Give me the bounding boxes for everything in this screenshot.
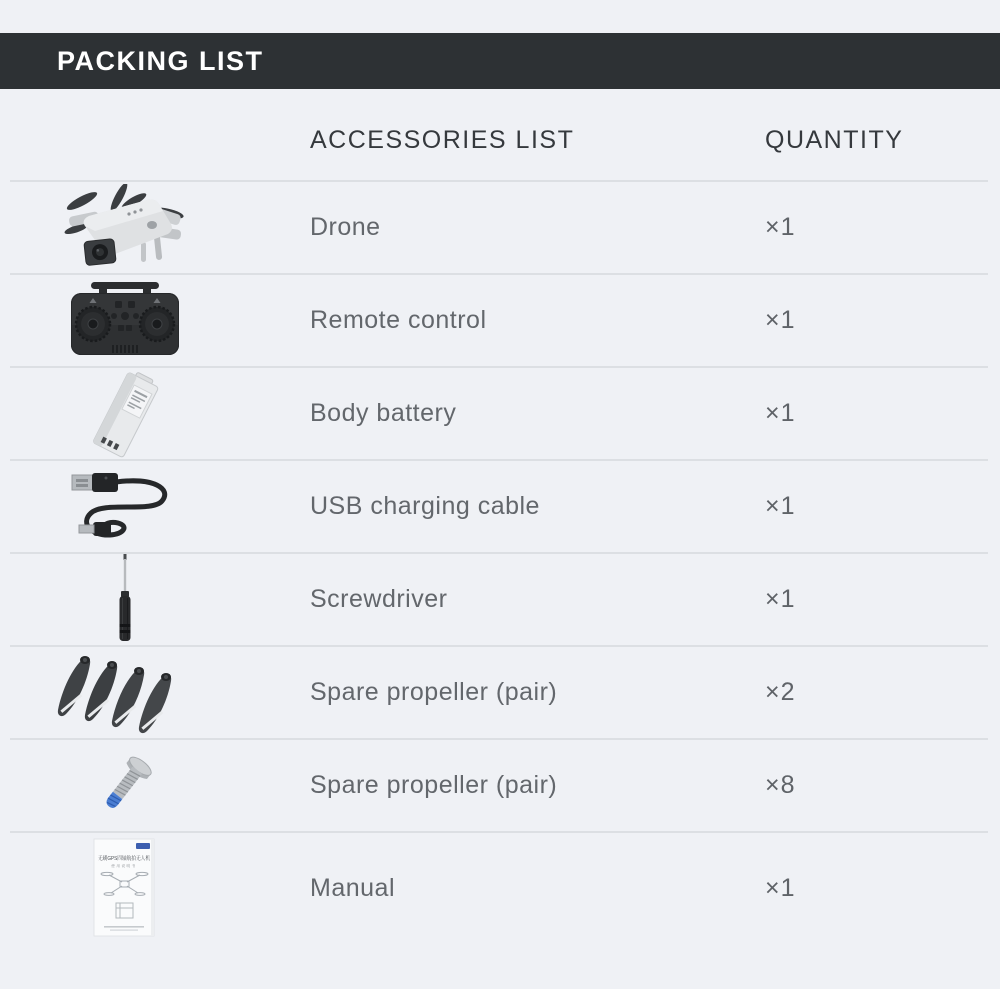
banner [0,33,1000,89]
page-title: PACKING LIST [57,45,264,76]
screwdriver-image-cell [10,554,240,646]
screwdriver-image [111,554,139,646]
quantity-column-header: QUANTITY [765,126,904,154]
manual-title-text: 无刷GPS四轴航拍无人机 [98,856,158,862]
item-quantity: ×1 [765,585,796,613]
item-label: Spare propeller (pair) [310,771,558,799]
item-label: Remote control [310,306,487,334]
propellers-image-cell [10,650,240,736]
item-label: USB charging cable [310,492,540,520]
manual-image [92,837,158,939]
table-header-row [10,126,988,160]
manual-image-cell [10,837,240,939]
item-quantity: ×1 [765,492,796,520]
battery-image [79,370,171,458]
packing-table [10,180,988,943]
item-label: Spare propeller (pair) [310,678,558,706]
item-quantity: ×1 [765,213,796,241]
screw-image-cell [10,749,240,823]
accessories-column-header: ACCESSORIES LIST [310,126,575,154]
manual-subtitle-text: 使用说明书 [111,864,137,868]
item-quantity: ×1 [765,399,796,427]
screw-image [94,749,156,823]
item-label: Screwdriver [310,585,448,613]
table-row [10,182,988,275]
item-quantity: ×1 [765,873,796,902]
item-label: Body battery [310,399,457,427]
table-row [10,647,988,740]
item-label: Manual [310,873,395,902]
battery-image-cell [10,370,240,458]
item-quantity: ×2 [765,678,796,706]
usb-cable-image [66,464,184,550]
item-label: Drone [310,213,381,241]
remote-control-image [69,281,181,361]
table-row [10,461,988,554]
item-quantity: ×1 [765,306,796,334]
item-quantity: ×8 [765,771,796,799]
remote-control-image-cell [10,281,240,361]
table-row [10,554,988,647]
propellers-image [54,650,196,736]
usb-cable-image-cell [10,464,240,550]
table-row [10,740,988,833]
drone-image [55,184,195,272]
table-row [10,833,988,943]
table-row [10,275,988,368]
table-row [10,368,988,461]
drone-image-cell [10,184,240,272]
header-spacer [10,126,240,160]
